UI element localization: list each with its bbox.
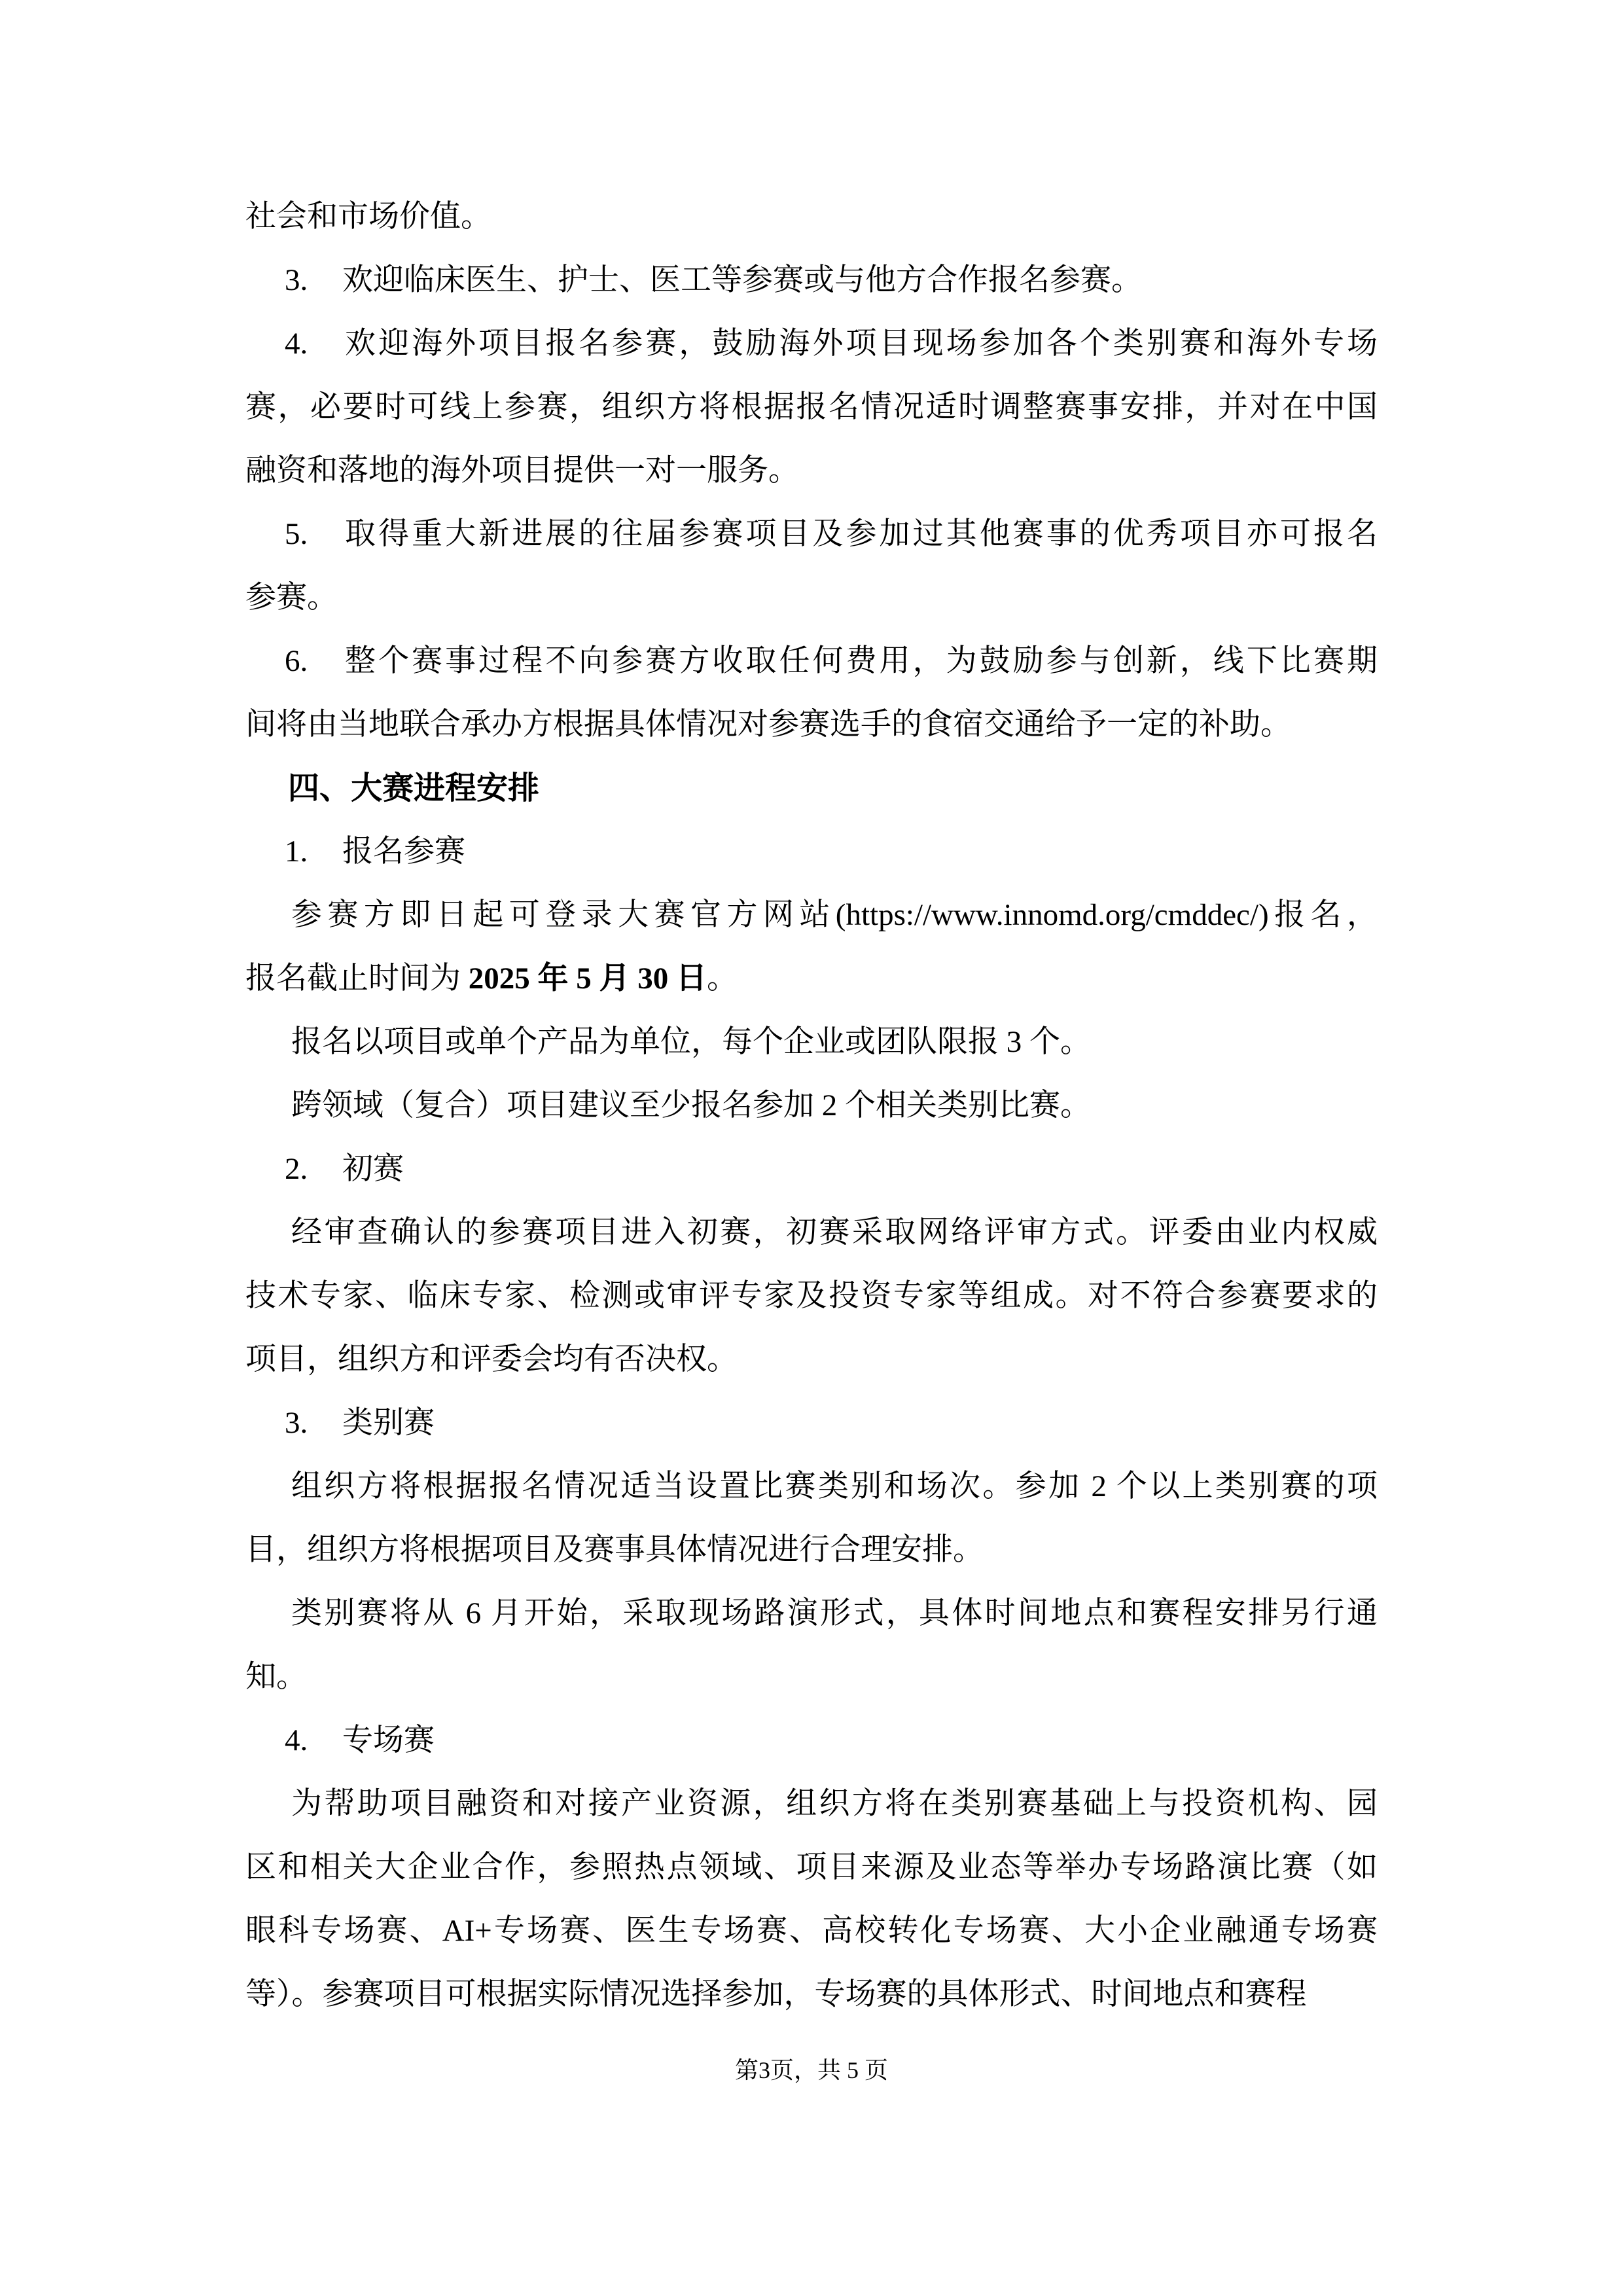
list-item-text: 欢迎临床医生、护士、医工等参赛或与他方合作报名参赛。: [342, 263, 1142, 297]
text-line: 区和相关大企业合作，参照热点领域、项目来源及业态等举办专场路演比赛（如: [245, 1850, 1378, 1884]
text-line: 为帮助项目融资和对接产业资源，组织方将在类别赛基础上与投资机构、园: [291, 1787, 1378, 1821]
list-number: 3.: [285, 1406, 308, 1440]
list-item-line: [245, 249, 1378, 312]
text-line: 组织方将根据报名情况适当设置比赛类别和场次。参加 2 个以上类别赛的项: [291, 1469, 1378, 1503]
list-item-text: 专场赛: [342, 1723, 435, 1757]
page-footer: [0, 2057, 1623, 2083]
bold-date: 2025 年 5 月 30 日: [468, 961, 707, 996]
text-line: 技术专家、临床专家、检测或审评专家及投资专家等组成。对不符合参赛要求的: [245, 1279, 1378, 1313]
list-item-line: [245, 1709, 1378, 1772]
text-line: 社会和市场价值。: [245, 200, 491, 234]
list-number: 4.: [285, 327, 308, 361]
list-item-text: 类别赛: [342, 1406, 435, 1440]
list-item-text: 取得重大新进展的往届参赛项目及参加过其他赛事的优秀项目亦可报名: [342, 517, 1378, 551]
text-line: 项目，组织方和评委会均有否决权。: [245, 1342, 738, 1376]
text-line: 参赛。: [245, 581, 338, 615]
text-line: 等）。参赛项目可根据实际情况选择参加，专场赛的具体形式、时间地点和赛程: [245, 1977, 1307, 2011]
text-line: 报名以项目或单个产品为单位，每个企业或团队限报 3 个。: [291, 1025, 1091, 1059]
document-body: [245, 185, 1378, 2026]
text-line: 眼科专场赛、AI+专场赛、医生专场赛、高校转化专场赛、大小企业融通专场赛: [245, 1914, 1378, 1948]
text-line: 类别赛将从 6 月开始，采取现场路演形式，具体时间地点和赛程安排另行通: [291, 1596, 1378, 1630]
list-number: 6.: [285, 644, 308, 678]
list-item-line: [245, 312, 1378, 376]
list-number: 3.: [285, 263, 308, 297]
list-item-line: [245, 630, 1378, 693]
list-item-line: [245, 1391, 1378, 1455]
section-heading: 四、大赛进程安排: [288, 771, 540, 806]
text-line: 融资和落地的海外项目提供一对一服务。: [245, 454, 799, 488]
list-item-text: 报名参赛: [342, 834, 465, 869]
text-line: 参赛方即日起可登录大赛官方网站(https://www.innomd.org/cmddec/)报名，: [291, 898, 1378, 932]
list-item-text: 初赛: [342, 1152, 404, 1186]
text-segment: 。: [707, 961, 738, 996]
text-line: 间将由当地联合承办方根据具体情况对参赛选手的食宿交通给予一定的补助。: [245, 708, 1291, 742]
text-line: 经审查确认的参赛项目进入初赛，初赛采取网络评审方式。评委由业内权威: [291, 1215, 1378, 1249]
text-line: 知。: [245, 1660, 307, 1694]
list-number: 1.: [285, 834, 308, 869]
list-item-text: 整个赛事过程不向参赛方收取任何费用，为鼓励参与创新，线下比赛期: [342, 644, 1378, 678]
text-line: [245, 947, 1378, 1011]
list-item-text: 欢迎海外项目报名参赛，鼓励海外项目现场参加各个类别赛和海外专场: [342, 327, 1378, 361]
list-number: 4.: [285, 1723, 308, 1757]
page-number: 第3页，共 5 页: [734, 2057, 888, 2083]
list-item-line: [245, 820, 1378, 884]
text-segment: 报名截止时间为: [245, 961, 469, 996]
list-number: 5.: [285, 517, 308, 551]
text-line: 跨领域（复合）项目建议至少报名参加 2 个相关类别比赛。: [291, 1088, 1091, 1122]
list-item-line: [245, 503, 1378, 566]
text-line: 赛，必要时可线上参赛，组织方将根据报名情况适时调整赛事安排，并对在中国: [245, 390, 1378, 424]
list-number: 2.: [285, 1152, 308, 1186]
text-line: 目，组织方将根据项目及赛事具体情况进行合理安排。: [245, 1533, 984, 1567]
list-item-line: [245, 1138, 1378, 1201]
